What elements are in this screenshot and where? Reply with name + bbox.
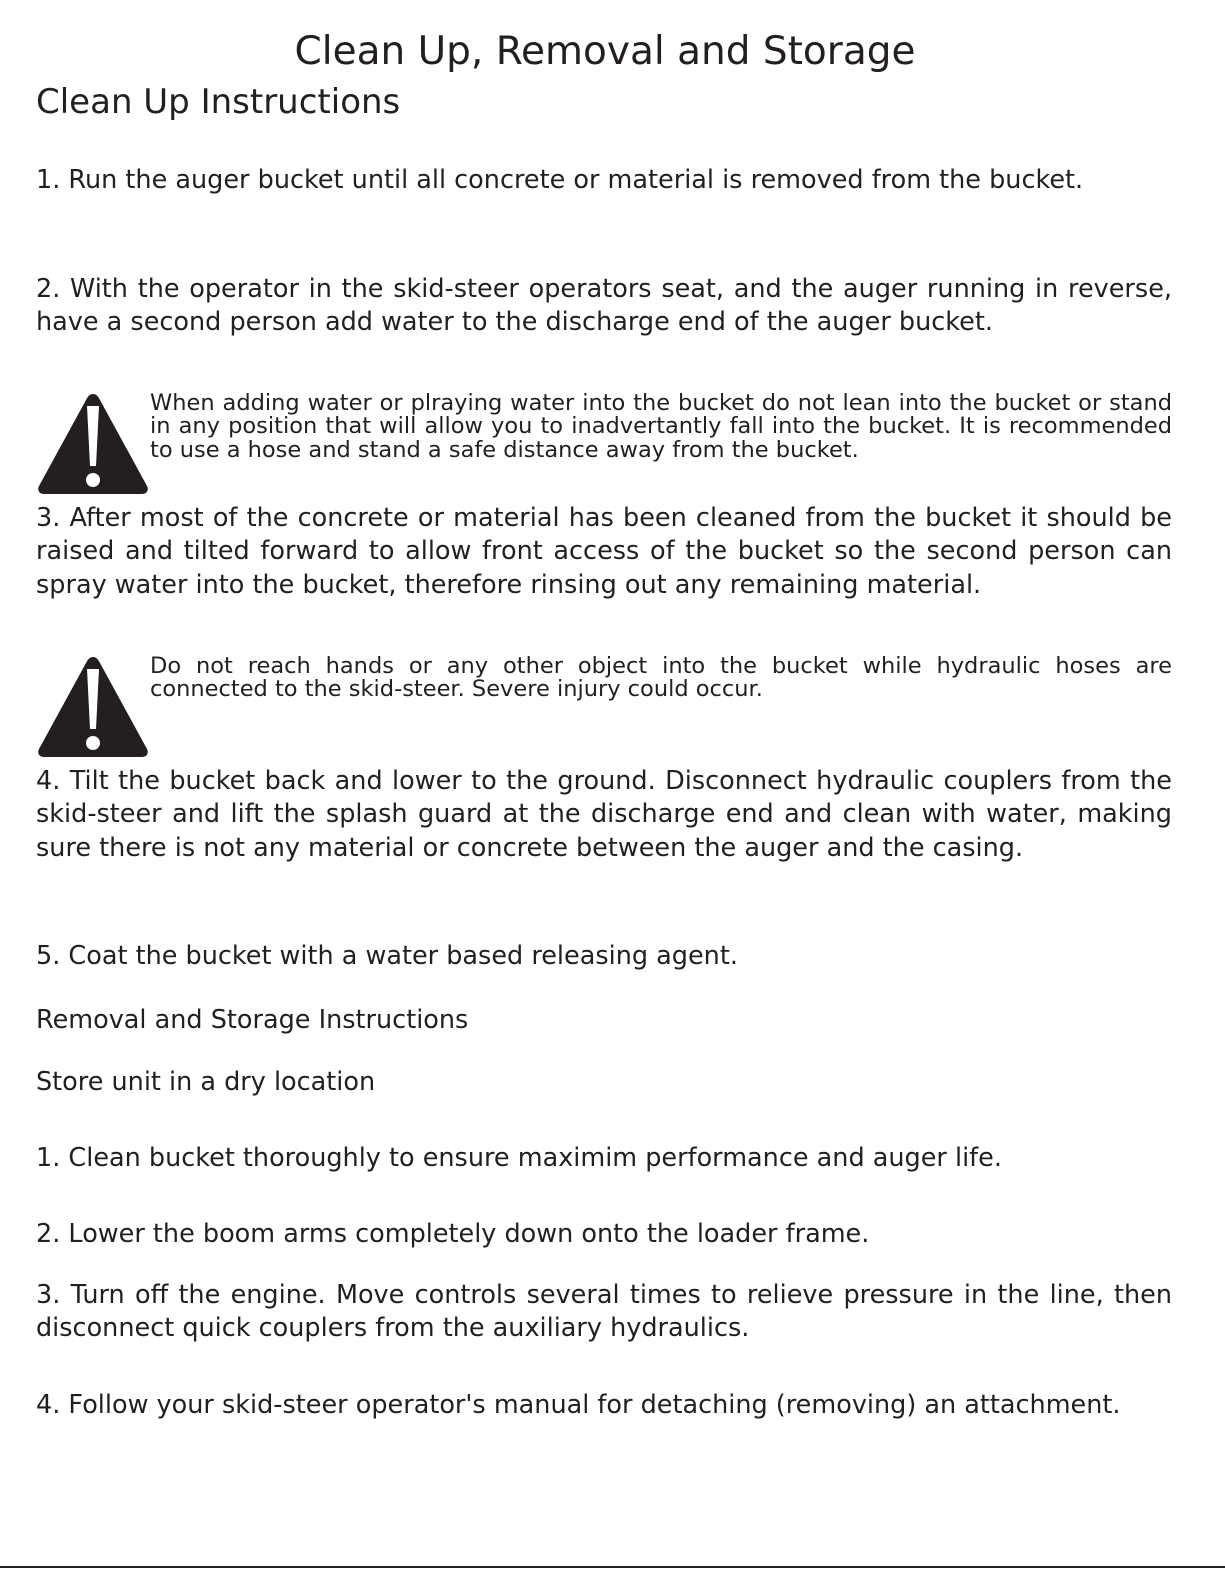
warning-lean-into-bucket bbox=[36, 392, 1172, 498]
warning-text: Do not reach hands or any other object into the bucket while hydraulic hoses are connected to the skid-steer. Severe injury could occur. bbox=[150, 653, 1172, 703]
removal-step-4: 4. Follow your skid-steer operator's manual for detaching (removing) an attachment. bbox=[36, 1390, 1121, 1420]
removal-step-2: 2. Lower the boom arms completely down onto the loader frame. bbox=[36, 1219, 870, 1249]
footer-rule bbox=[0, 1566, 1225, 1568]
page-title: Clean Up, Removal and Storage bbox=[294, 29, 916, 74]
clean-up-step-2: 2. With the operator in the skid-steer operators seat, and the auger running in reverse, have a second person add water to the discharge end of the auger bucket. bbox=[36, 274, 1172, 338]
removal-heading: Removal and Storage Instructions bbox=[36, 1005, 469, 1035]
warning-hydraulic-hoses bbox=[36, 655, 1172, 761]
clean-up-step-4: 4. Tilt the bucket back and lower to the ground. Disconnect hydraulic couplers from the skid-steer and lift the splash guard at the discharge end and clean with water, making sure there is not any material or concrete between the auger and the casing. bbox=[36, 766, 1172, 863]
warning-text: When adding water or plraying water into the bucket do not lean into the bucket or stand in any position that will allow you to inadvertantly fall into the bucket. It is recommended to use a hose and stand a safe distance away from the bucket. bbox=[150, 390, 1172, 463]
warning-triangle-icon bbox=[36, 392, 150, 496]
storage-note: Store unit in a dry location bbox=[36, 1067, 376, 1097]
clean-up-heading: Clean Up Instructions bbox=[36, 82, 401, 122]
warning-triangle-icon bbox=[36, 655, 150, 759]
removal-step-3: 3. Turn off the engine. Move controls several times to relieve pressure in the line, then disconnect quick couplers from the auxiliary hydraulics. bbox=[36, 1280, 1172, 1344]
removal-step-1: 1. Clean bucket thoroughly to ensure maximim performance and auger life. bbox=[36, 1143, 1002, 1173]
clean-up-step-1: 1. Run the auger bucket until all concrete or material is removed from the bucket. bbox=[36, 165, 1084, 195]
clean-up-step-5: 5. Coat the bucket with a water based releasing agent. bbox=[36, 941, 738, 971]
clean-up-step-3: 3. After most of the concrete or material has been cleaned from the bucket it should be raised and tilted forward to allow front access of the bucket so the second person can spray water into the bucket, therefore rinsing out any remaining material. bbox=[36, 503, 1172, 600]
